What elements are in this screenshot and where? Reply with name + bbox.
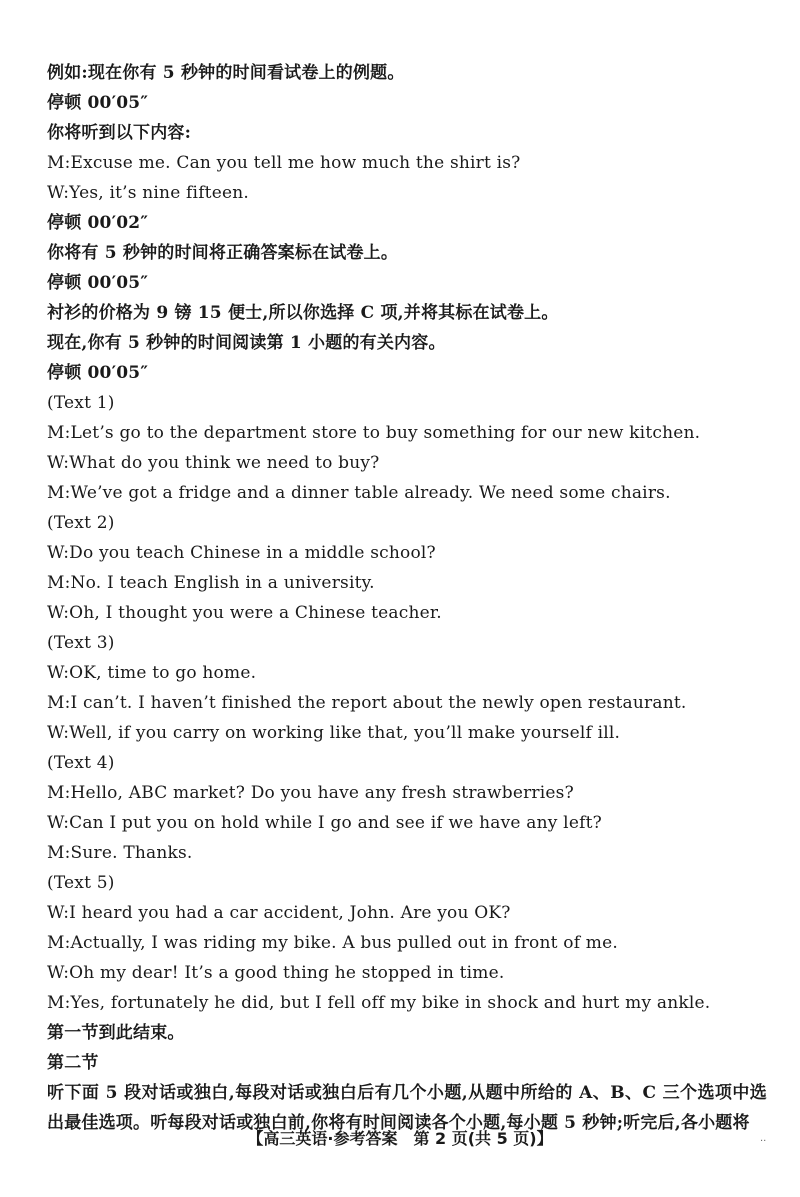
dialogue-line: M:No. I teach English in a university. <box>47 573 375 593</box>
text-line: 现在,你有 5 秒钟的时间阅读第 1 小题的有关内容。 <box>47 333 446 353</box>
corner-mark: ·· <box>760 1136 767 1147</box>
dialogue-line: W:What do you think we need to buy? <box>47 453 380 473</box>
dialogue-line: W:Oh, I thought you were a Chinese teacher. <box>47 603 442 623</box>
dialogue-line: M:Hello, ABC market? Do you have any fresh strawberries? <box>47 783 574 803</box>
dialogue-line: W:Well, if you carry on working like that, you’ll make yourself ill. <box>47 723 621 743</box>
dialogue-line: M:We’ve got a fridge and a dinner table already. We need some chairs. <box>47 483 671 503</box>
dialogue-line: W:I heard you had a car accident, John. Are you OK? <box>47 903 511 923</box>
text-line: 你将听到以下内容: <box>47 123 192 143</box>
dialogue-line: M:Sure. Thanks. <box>47 843 193 863</box>
text-heading: (Text 5) <box>47 873 115 893</box>
dialogue-line: M:Actually, I was riding my bike. A bus pulled out in front of me. <box>47 933 618 953</box>
text-line: 第一节到此结束。 <box>47 1023 185 1043</box>
text-line: 停顿 00′05″ <box>47 273 149 293</box>
page-footer: 【高三英语·参考答案 第 2 页(共 5 页)】 <box>247 1129 553 1148</box>
text-line: 停顿 00′05″ <box>47 93 149 113</box>
text-heading: (Text 4) <box>47 753 115 773</box>
dialogue-line: W:OK, time to go home. <box>47 663 257 683</box>
text-heading: (Text 1) <box>47 393 115 413</box>
section-heading: 第二节 <box>47 1053 99 1073</box>
dialogue-line: M:Yes, fortunately he did, but I fell off my bike in shock and hurt my ankle. <box>47 993 711 1013</box>
text-heading: (Text 2) <box>47 513 115 533</box>
dialogue-line: W:Yes, it’s nine fifteen. <box>47 183 249 203</box>
text-line: 停顿 00′02″ <box>47 213 149 233</box>
text-line: 停顿 00′05″ <box>47 363 149 383</box>
dialogue-line: M:I can’t. I haven’t finished the report about the newly open restaurant. <box>47 693 687 713</box>
dialogue-line: M:Excuse me. Can you tell me how much the shirt is? <box>47 153 521 173</box>
dialogue-line: W:Oh my dear! It’s a good thing he stopped in time. <box>47 963 505 983</box>
text-line: 例如:现在你有 5 秒钟的时间看试卷上的例题。 <box>47 63 405 83</box>
text-line: 你将有 5 秒钟的时间将正确答案标在试卷上。 <box>47 243 399 263</box>
dialogue-line: W:Do you teach Chinese in a middle school? <box>47 543 436 563</box>
instruction-paragraph: 听下面 5 段对话或独白,每段对话或独白后有几个小题,从题中所给的 A、B、C 三个选项中选出最佳选项。听每段对话或独白前,你将有时间阅读各个小题,每小题 5 秒钟;听完后,各小题将 <box>47 1083 767 1133</box>
text-heading: (Text 3) <box>47 633 115 653</box>
dialogue-line: W:Can I put you on hold while I go and see if we have any left? <box>47 813 602 833</box>
text-line: 衬衫的价格为 9 镑 15 便士,所以你选择 C 项,并将其标在试卷上。 <box>47 303 559 323</box>
dialogue-line: M:Let’s go to the department store to buy something for our new kitchen. <box>47 423 701 443</box>
transcript-lines <box>47 58 767 1138</box>
